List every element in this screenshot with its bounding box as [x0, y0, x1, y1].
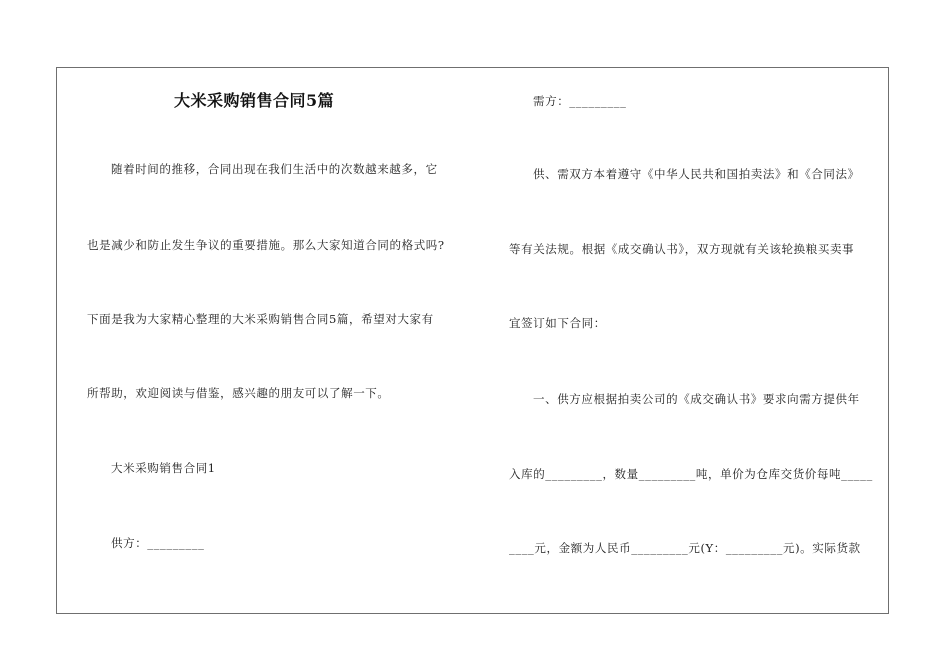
intro-line-3: 下面是我为大家精心整理的大米采购销售合同5篇，希望对大家有 — [87, 312, 434, 326]
para1-line-2: 等有关法规。根据《成交确认书》，双方现就有关该轮换粮买卖事 — [509, 242, 855, 256]
para1-line-1: 供、需双方本着遵守《中华人民共和国拍卖法》和《合同法》 — [533, 167, 860, 181]
para2-line-3: ____元，金额为人民币_________元(Y：_________元)。实际货款 — [509, 541, 861, 555]
para2-line-2: 入库的_________，数量_________吨，单价为仓库交货价每吨_____ — [509, 467, 873, 481]
para2-line-1: 一、供方应根据拍卖公司的《成交确认书》要求向需方提供年 — [533, 392, 860, 406]
intro-line-1: 随着时间的推移，合同出现在我们生活中的次数越来越多，它 — [111, 162, 438, 176]
buyer-line: 需方：_________ — [533, 94, 627, 108]
section-heading: 大米采购销售合同1 — [111, 461, 216, 475]
para1-line-3: 宜签订如下合同： — [509, 316, 606, 330]
document-page — [56, 67, 889, 614]
intro-line-2: 也是减少和防止发生争议的重要措施。那么大家知道合同的格式吗? — [87, 238, 445, 252]
document-title: 大米采购销售合同5篇 — [174, 91, 335, 110]
supplier-line: 供方：_________ — [111, 536, 205, 550]
intro-line-4: 所帮助，欢迎阅读与借鉴，感兴趣的朋友可以了解一下。 — [87, 386, 390, 400]
